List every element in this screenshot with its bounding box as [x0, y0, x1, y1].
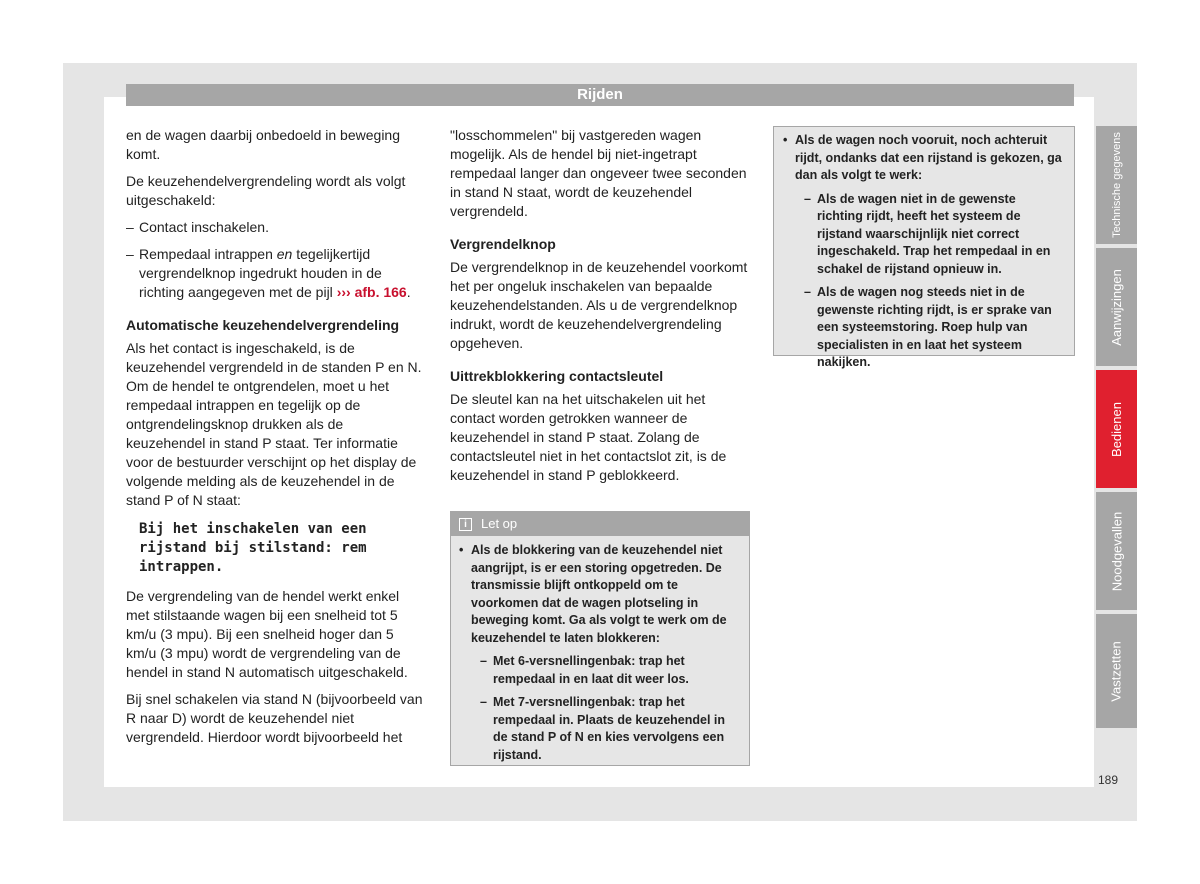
text: Rempedaal intrappen	[139, 246, 277, 262]
tab-label: Vastzetten	[1109, 640, 1124, 702]
column-1	[126, 126, 426, 755]
paragraph: De vergrendelknop in de keuzehendel voorkomt het per ongeluk inschakelen van bepaalde keuzehendelstanden. Als u de vergrendelknop indrukt, wordt de keuzehendelvergrendeling opgeheven.	[450, 259, 748, 351]
tab-label: Bedienen	[1109, 401, 1125, 457]
page-number: 189	[1098, 773, 1119, 787]
list-item: – Als de wagen nog steeds niet in de gewenste richting rijdt, is er sprake van een systeemstoring. Roep hulp van specialisten in en laat het systeem nakijken.	[783, 284, 1064, 372]
list-item: – Met 6-versnellingenbak: trap het rempedaal in en laat dit weer los.	[459, 653, 739, 688]
info-icon: i	[459, 518, 472, 531]
paragraph: "losschommelen" bij vastgereden wagen mogelijk. Als de hendel bij niet-ingetrapt rempedaal langer dan ongeveer twee seconden in stand N staat, wordt de keuzehendel vergrendeld.	[450, 127, 747, 219]
tab-label: Technische gegevens	[1110, 132, 1123, 238]
paragraph: De sleutel kan na het uitschakelen uit het contact worden getrokken wanneer de keuzehendel in stand P staat. Zolang de contactsleutel niet in het contactslot zit, is de keuzehendel in stand P geblokkeerd.	[450, 391, 727, 483]
tab-technische-gegevens[interactable]	[1096, 126, 1137, 244]
figure-reference-link[interactable]: ››› afb. 166	[336, 284, 407, 300]
column-2	[450, 126, 750, 493]
tab-vastzetten[interactable]	[1096, 614, 1137, 728]
bullet-item: • Als de wagen noch vooruit, noch achteruit rijdt, ondanks dat een rijstand is gekozen, ga dan als volgt te werk:	[783, 132, 1064, 185]
section-heading: Vergrendelknop	[450, 236, 556, 252]
paragraph: De vergrendeling van de hendel werkt enkel met stilstaande wagen bij een snelheid tot 5 km/u (3 mpu). Bij een snelheid hoger dan 5 km/u (3 mpu) wordt de vergrendeling van de hendel in stand N automatisch uitgeschakeld.	[126, 588, 408, 680]
text: .	[406, 284, 411, 300]
note-body	[451, 536, 749, 776]
tab-aanwijzingen[interactable]	[1096, 248, 1137, 366]
note-header	[451, 512, 749, 536]
display-message: Bij het inschakelen van een rijstand bij stilstand: rem intrappen.	[139, 521, 367, 575]
paragraph: Bij snel schakelen via stand N (bijvoorbeeld van R naar D) wordt de keuzehendel niet vergrendeld. Hierdoor wordt bijvoorbeeld het	[126, 691, 423, 745]
bullet-item: • Als de blokkering van de keuzehendel niet aangrijpt, is er een storing opgetreden. De transmissie blijft ontkoppeld om te voorkomen dat de wagen plotseling in beweging komt. Ga als volgt te werk om de keuzehendel te laten blokkeren:	[459, 542, 739, 647]
section-header: Rijden	[126, 84, 1074, 106]
note-title: Let op	[481, 516, 518, 531]
list-item: – Als de wagen niet in de gewenste richting rijdt, heeft het systeem de rijstand waarschijnlijk niet correct ingeschakeld. Trap het rempedaal in en schakel de rijstand opnieuw in.	[783, 191, 1064, 279]
section-heading: Uittrekblokkering contactsleutel	[450, 368, 664, 384]
tab-label: Aanwijzingen	[1109, 268, 1125, 346]
text: tegelijkertijd vergrendelknop ingedrukt houden in de richting aangegeven met de pijl	[139, 246, 382, 300]
list-item: – Met 7-versnellingenbak: trap het rempedaal in. Plaats de keuzehendel in de stand P of N en kies vervolgens een rijstand.	[459, 694, 739, 764]
tab-label: Noodgevallen	[1109, 511, 1125, 591]
list-item: – Contact inschakelen.	[126, 218, 426, 237]
list-item	[126, 245, 426, 302]
tab-bedienen[interactable]	[1096, 370, 1137, 488]
paragraph: De keuzehendelvergrendeling wordt als volgt uitgeschakeld:	[126, 173, 406, 208]
section-heading: Automatische keuzehendelvergrendeling	[126, 317, 400, 333]
warning-box	[773, 126, 1075, 369]
note-box	[450, 511, 750, 766]
paragraph: Als het contact is ingeschakeld, is de keuzehendel vergrendeld in de standen P en N. Om de hendel te ontgrendelen, moet u het rempedaal intrappen en tegelijk op de ontgrendelingsknop drukken als de keuzehendel in stand P staat. Ter informatie voor de bestuurder verschijnt op het display de volgende melding als de keuzehendel in de stand P of N staat:	[126, 340, 422, 508]
emphasis: en	[276, 246, 293, 262]
tab-noodgevallen[interactable]	[1096, 492, 1137, 610]
paragraph: en de wagen daarbij onbedoeld in beweging komt.	[126, 127, 400, 162]
